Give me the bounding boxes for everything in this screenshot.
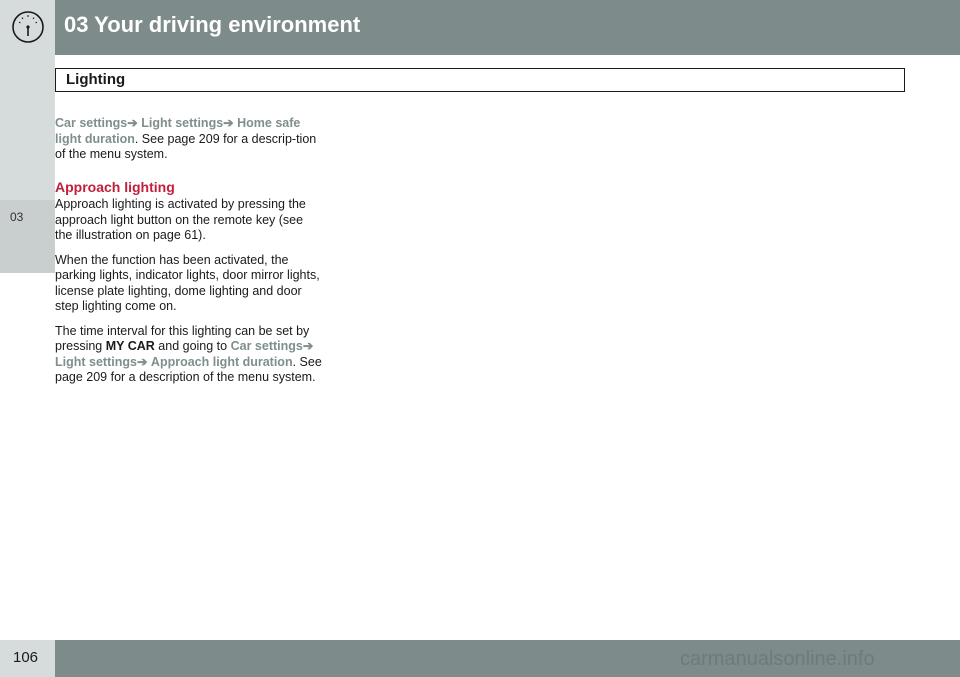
menu-path-light-settings: Light settings bbox=[55, 354, 137, 369]
paragraph-lights: When the function has been activated, the parking lights, indicator lights, door mirror lights, license plate lighting, dome lighting and door step lighting come on. bbox=[55, 252, 320, 313]
paragraph-home-safe bbox=[55, 116, 323, 163]
text-column bbox=[55, 116, 323, 395]
page-number: 106 bbox=[13, 649, 39, 666]
menu-path-car-settings: Car settings bbox=[230, 339, 303, 353]
arrow-right-icon: ➔ bbox=[302, 339, 314, 353]
chapter-title: 03 Your driving environment bbox=[64, 12, 361, 37]
paragraph-text: The time interval for this lighting can be set by pressing bbox=[55, 323, 310, 353]
speedometer-icon bbox=[10, 9, 46, 45]
menu-path-light-settings: Light settings bbox=[141, 116, 224, 130]
paragraph-activation: Approach lighting is activated by pressing the approach light button on the remote key (see the illustration on page 61). bbox=[55, 197, 306, 242]
arrow-right-icon: ➔ bbox=[223, 116, 234, 130]
arrow-right-icon: ➔ bbox=[136, 354, 148, 369]
chapter-icon-box bbox=[0, 0, 55, 55]
paragraph-text: . See page 209 for a description of the menu system. bbox=[55, 354, 322, 384]
watermark: carmanualsonline.info bbox=[680, 648, 875, 670]
menu-path-approach-light: Approach light duration bbox=[150, 354, 293, 369]
button-name-my-car: MY CAR bbox=[105, 339, 155, 353]
menu-path-home-safe: Home safe light duration bbox=[55, 116, 301, 146]
paragraph-time-interval bbox=[55, 324, 323, 386]
sub-heading: Approach lighting bbox=[55, 178, 175, 195]
section-title-box bbox=[55, 68, 905, 92]
menu-path-car-settings: Car settings bbox=[55, 116, 128, 130]
chapter-side-tab-marker bbox=[0, 200, 55, 273]
paragraph-text: and going to bbox=[154, 339, 231, 353]
paragraph-text: . See page 209 for a descrip-tion of the menu system. bbox=[55, 131, 317, 161]
arrow-right-icon: ➔ bbox=[127, 116, 138, 130]
section-title: Lighting bbox=[66, 71, 126, 88]
side-tab-label: 03 bbox=[10, 210, 24, 224]
